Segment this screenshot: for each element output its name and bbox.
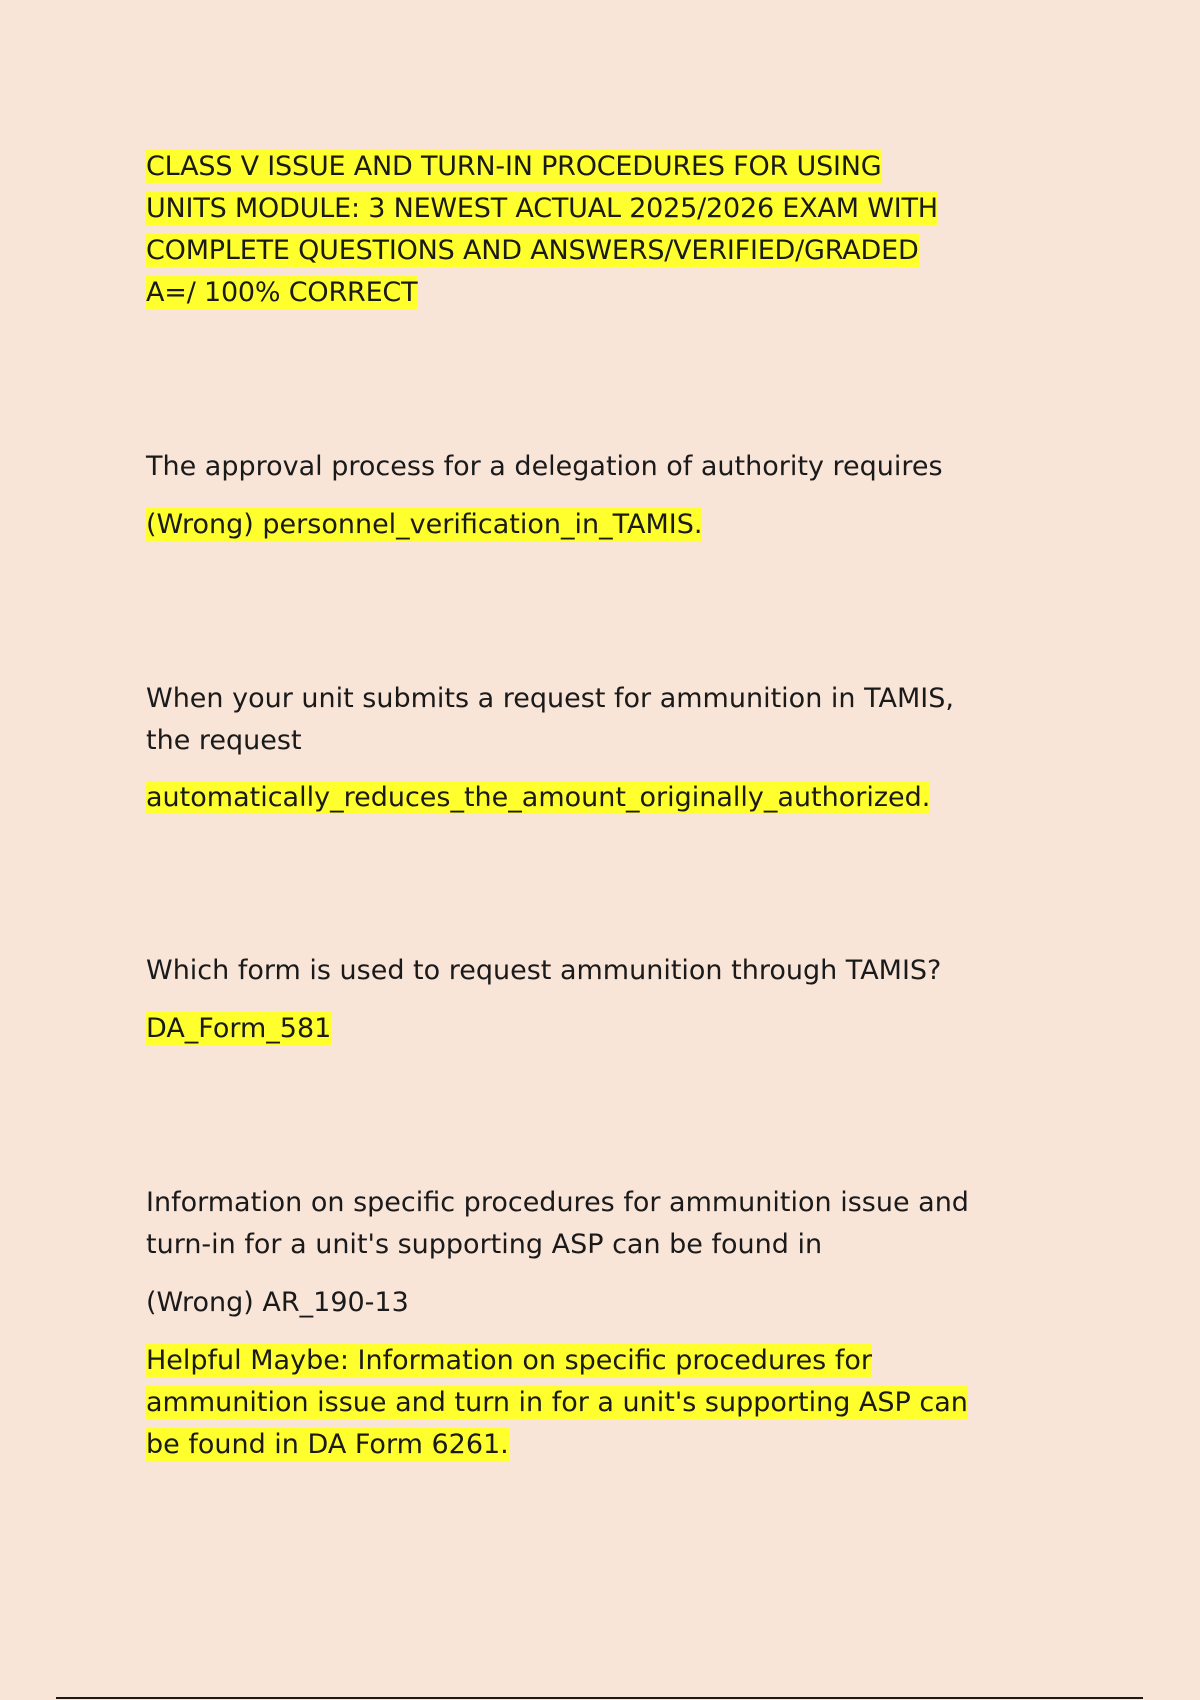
question-line: The approval process for a delegation of authority requires <box>146 451 943 482</box>
answer-3 <box>146 1008 1046 1050</box>
helpful-note <box>146 1340 1046 1466</box>
answer-text: DA_Form_581 <box>146 1013 332 1044</box>
footer-rule <box>56 1697 1143 1699</box>
helpful-line: Helpful Maybe: Information on specific procedures for <box>146 1345 872 1376</box>
answer-1 <box>146 504 1046 546</box>
title-line: COMPLETE QUESTIONS AND ANSWERS/VERIFIED/GRADED <box>146 235 919 266</box>
helpful-line: be found in DA Form 6261. <box>146 1429 509 1460</box>
answer-4 <box>146 1282 1046 1324</box>
question-line: turn-in for a unit's supporting ASP can be found in <box>146 1229 823 1260</box>
answer-text: (Wrong) AR_190-13 <box>146 1287 409 1318</box>
title-line: A=/ 100% CORRECT <box>146 277 418 308</box>
helpful-line: ammunition issue and turn in for a unit's supporting ASP can <box>146 1387 968 1418</box>
question-3 <box>146 950 1046 992</box>
title-line: UNITS MODULE: 3 NEWEST ACTUAL 2025/2026 EXAM WITH <box>146 193 938 224</box>
question-line: Which form is used to request ammunition through TAMIS? <box>146 955 942 986</box>
question-1 <box>146 446 1046 488</box>
answer-text: automatically_reduces_the_amount_originally_authorized. <box>146 782 931 813</box>
question-line: the request <box>146 725 302 756</box>
answer-text: (Wrong) personnel_verification_in_TAMIS. <box>146 509 703 540</box>
question-line: Information on specific procedures for ammunition issue and <box>146 1187 969 1218</box>
question-2 <box>146 678 1046 762</box>
question-line: When your unit submits a request for ammunition in TAMIS, <box>146 683 954 714</box>
document-title <box>146 146 1046 314</box>
question-4 <box>146 1182 1046 1266</box>
title-line: CLASS V ISSUE AND TURN-IN PROCEDURES FOR USING <box>146 151 882 182</box>
answer-2 <box>146 777 1046 819</box>
